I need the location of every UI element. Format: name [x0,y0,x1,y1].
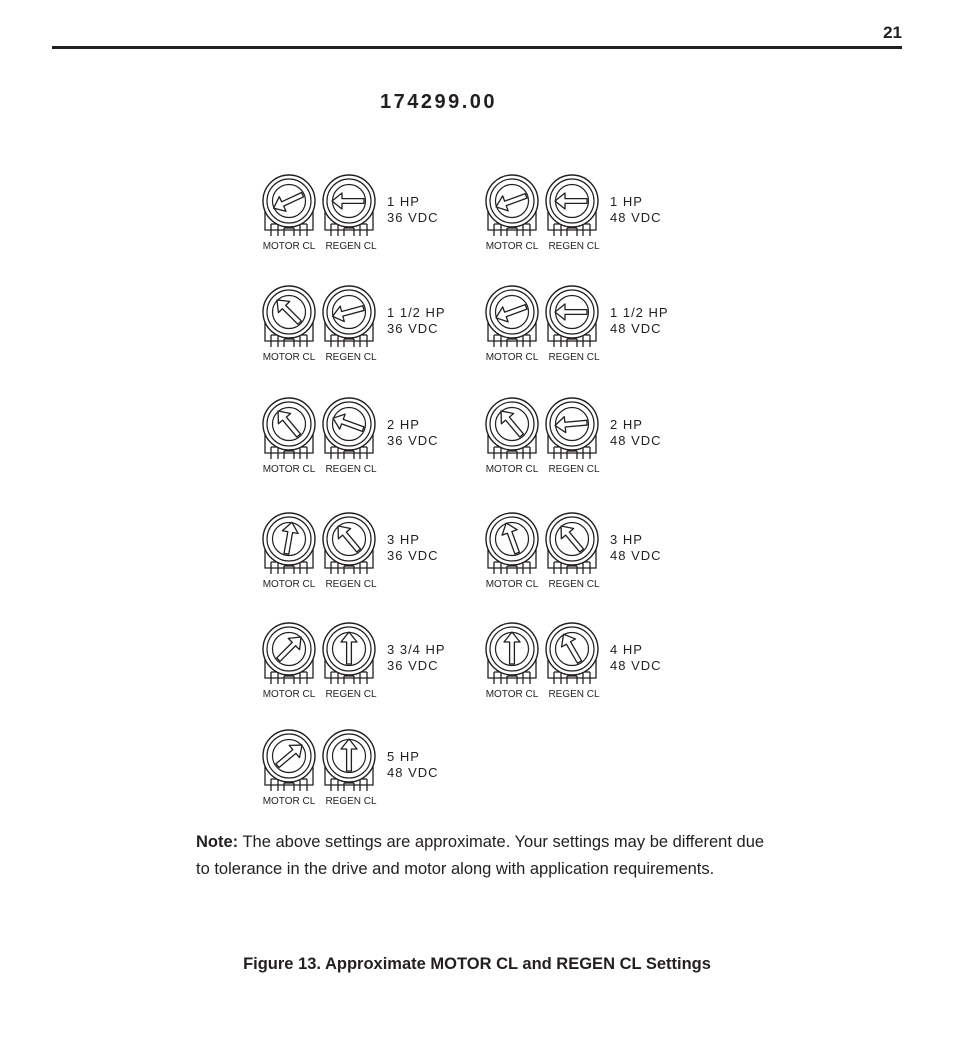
header-rule [52,46,902,49]
voltage-label: 36 VDC [387,210,439,225]
power-rating [610,642,662,674]
regen-cl-label: REGEN CL [325,352,377,363]
page-number: 21 [883,23,902,42]
note-label: Note: [196,833,239,851]
regen-cl-dial-icon [544,172,600,236]
motor-cl-label: MOTOR CL [485,464,539,475]
horsepower-label: 1 1/2 HP [610,305,669,320]
potentiometer-pair [484,395,709,505]
voltage-label: 48 VDC [610,321,662,336]
horsepower-label: 4 HP [610,642,643,657]
power-rating [610,194,662,226]
regen-cl-dial-icon [321,620,377,684]
horsepower-label: 3 HP [610,532,643,547]
motor-cl-label: MOTOR CL [262,352,316,363]
potentiometer-pair [261,510,486,620]
motor-cl-dial-icon [484,395,540,459]
regen-cl-label: REGEN CL [325,579,377,590]
potentiometer-pair [484,510,709,620]
voltage-label: 48 VDC [387,765,439,780]
regen-cl-label: REGEN CL [325,796,377,807]
motor-cl-dial-icon [484,283,540,347]
power-rating [610,532,662,564]
regen-cl-dial-icon [321,283,377,347]
note-paragraph [196,829,766,882]
horsepower-label: 1 HP [387,194,420,209]
power-rating [610,305,669,337]
horsepower-label: 3 HP [387,532,420,547]
potentiometer-pair [261,395,486,505]
regen-cl-label: REGEN CL [548,241,600,252]
motor-cl-dial-icon [261,172,317,236]
potentiometer-pair [484,620,709,730]
regen-cl-dial-icon [544,620,600,684]
motor-cl-label: MOTOR CL [262,579,316,590]
power-rating [387,749,439,781]
voltage-label: 36 VDC [387,321,439,336]
power-rating [387,305,446,337]
potentiometer-pair [484,283,709,393]
motor-cl-dial-icon [484,172,540,236]
power-rating [387,642,446,674]
power-rating [387,532,439,564]
voltage-label: 36 VDC [387,548,439,563]
figure-caption: Figure 13. Approximate MOTOR CL and REGEN CL Settings [243,955,711,973]
horsepower-label: 2 HP [387,417,420,432]
motor-cl-dial-icon [484,620,540,684]
regen-cl-label: REGEN CL [548,352,600,363]
regen-cl-dial-icon [544,395,600,459]
regen-cl-dial-icon [321,395,377,459]
voltage-label: 48 VDC [610,548,662,563]
motor-cl-label: MOTOR CL [262,464,316,475]
voltage-label: 48 VDC [610,658,662,673]
regen-cl-label: REGEN CL [548,579,600,590]
motor-cl-label: MOTOR CL [485,689,539,700]
power-rating [387,417,439,449]
horsepower-label: 1 HP [610,194,643,209]
potentiometer-pair [261,283,486,393]
motor-cl-dial-icon [261,620,317,684]
regen-cl-label: REGEN CL [325,241,377,252]
note-text: The above settings are approximate. Your settings may be different due to tolerance in the drive and motor along with application requirements. [196,833,765,878]
motor-cl-label: MOTOR CL [485,579,539,590]
motor-cl-label: MOTOR CL [485,352,539,363]
regen-cl-label: REGEN CL [325,689,377,700]
motor-cl-dial-icon [261,283,317,347]
horsepower-label: 1 1/2 HP [387,305,446,320]
motor-cl-label: MOTOR CL [262,689,316,700]
regen-cl-dial-icon [321,727,377,791]
potentiometer-pair [484,172,709,282]
motor-cl-dial-icon [484,510,540,574]
motor-cl-dial-icon [261,510,317,574]
regen-cl-dial-icon [544,283,600,347]
regen-cl-dial-icon [544,510,600,574]
power-rating [387,194,439,226]
horsepower-label: 2 HP [610,417,643,432]
horsepower-label: 5 HP [387,749,420,764]
part-number: 174299.00 [380,91,498,113]
voltage-label: 36 VDC [387,658,439,673]
voltage-label: 48 VDC [610,433,662,448]
motor-cl-label: MOTOR CL [262,796,316,807]
regen-cl-label: REGEN CL [325,464,377,475]
potentiometer-pair [261,172,486,282]
motor-cl-dial-icon [261,395,317,459]
motor-cl-label: MOTOR CL [485,241,539,252]
potentiometer-pair [261,727,486,837]
voltage-label: 36 VDC [387,433,439,448]
regen-cl-label: REGEN CL [548,689,600,700]
motor-cl-label: MOTOR CL [262,241,316,252]
motor-cl-dial-icon [261,727,317,791]
regen-cl-label: REGEN CL [548,464,600,475]
potentiometer-pair [261,620,486,730]
regen-cl-dial-icon [321,172,377,236]
horsepower-label: 3 3/4 HP [387,642,446,657]
regen-cl-dial-icon [321,510,377,574]
voltage-label: 48 VDC [610,210,662,225]
power-rating [610,417,662,449]
